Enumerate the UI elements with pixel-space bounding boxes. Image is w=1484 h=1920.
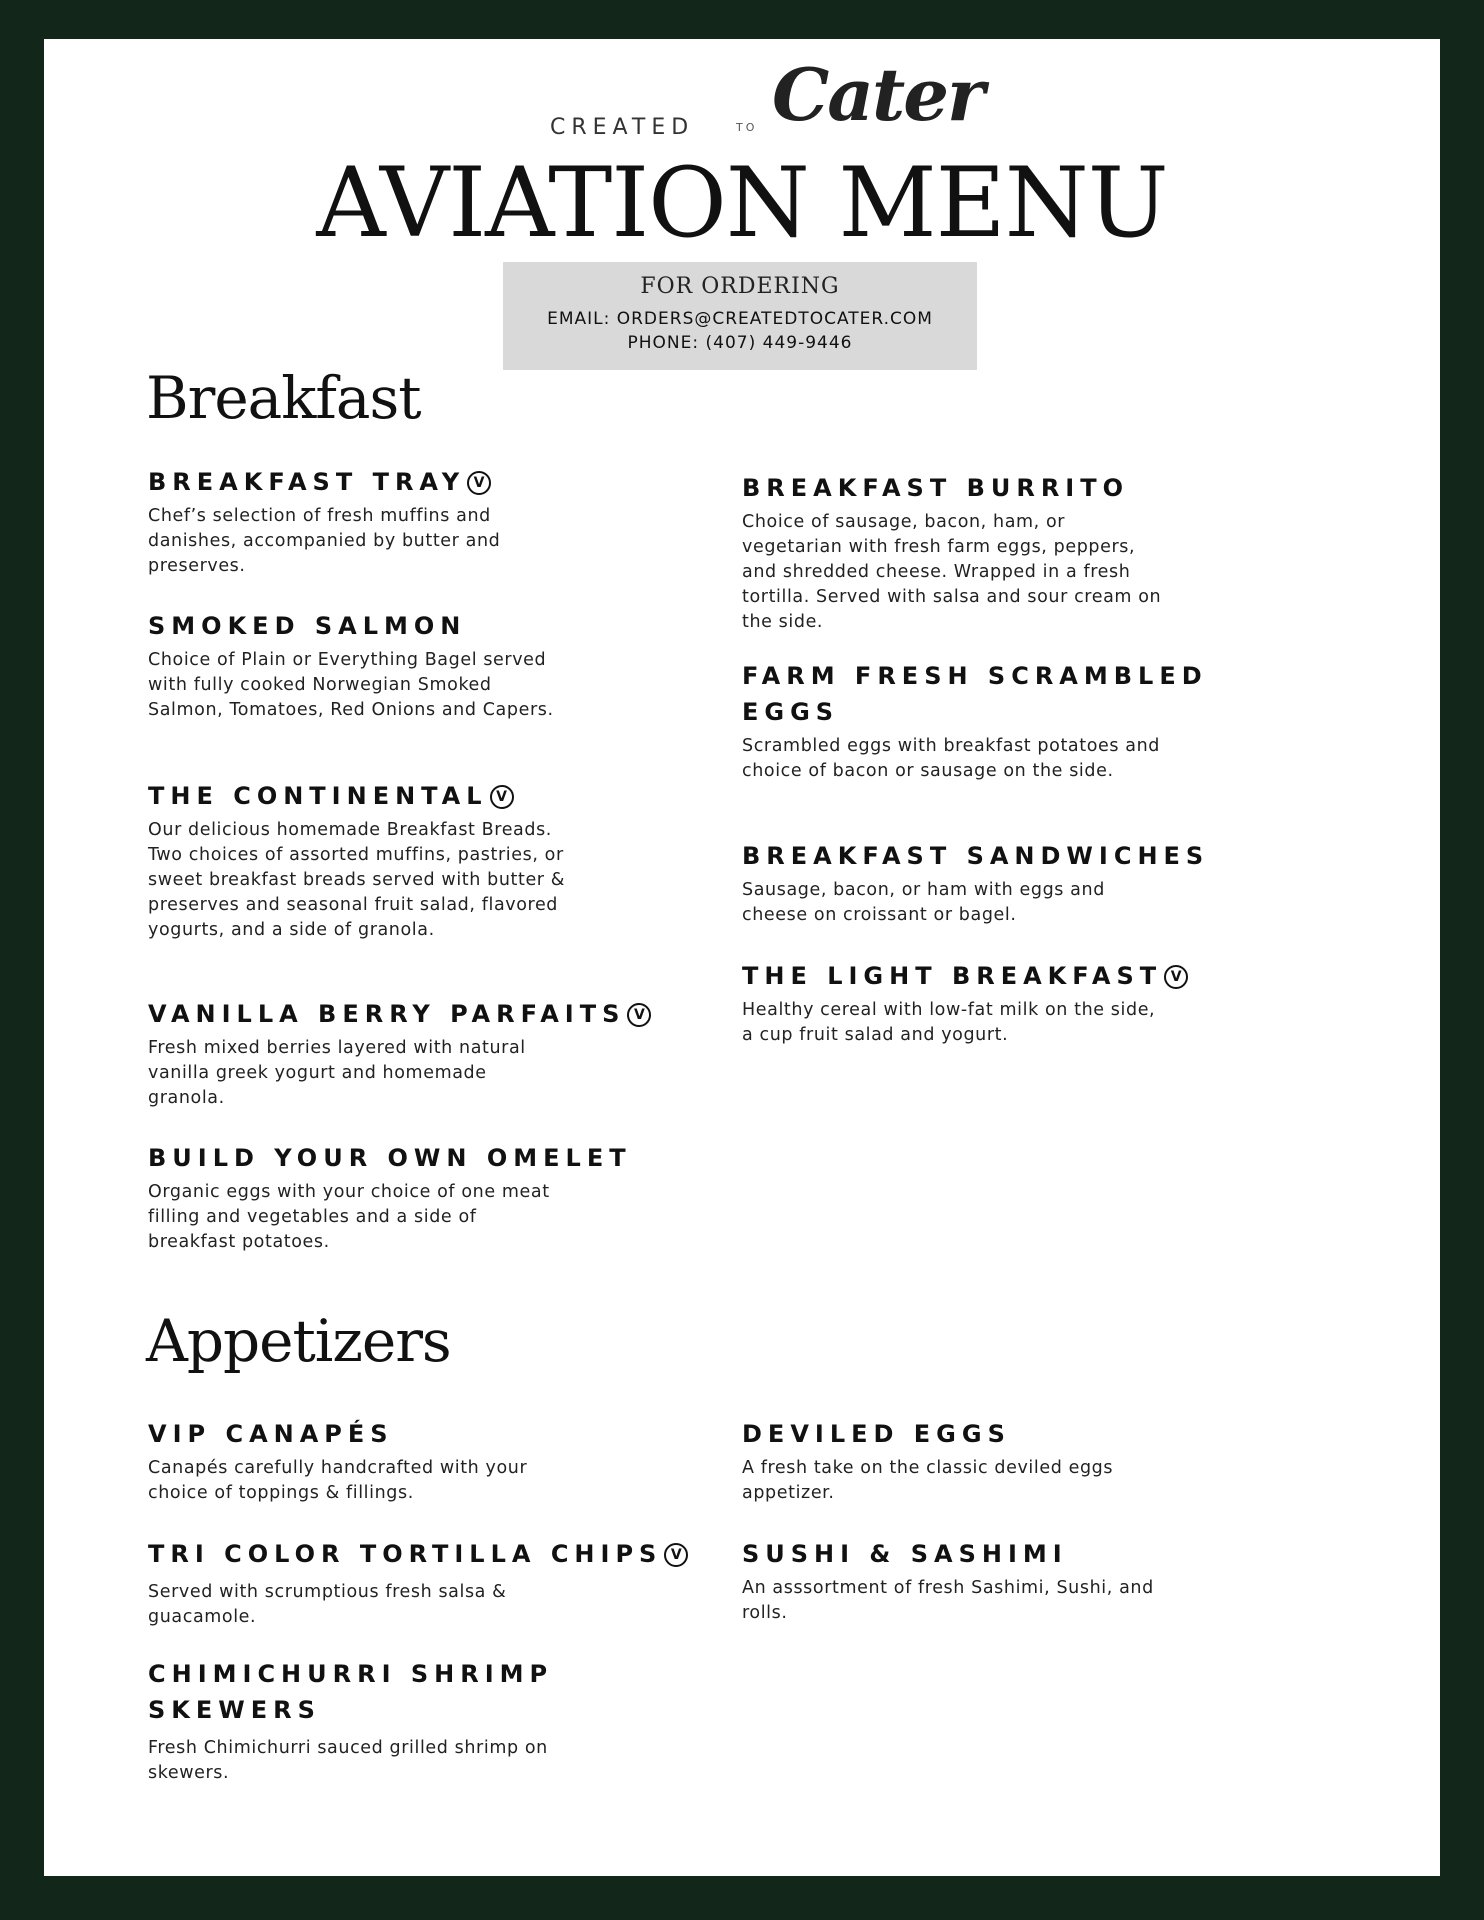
menu-item-description: Choice of Plain or Everything Bagel served with fully cooked Norwegian Smoked Salmon, Tomatoes, Red Onions and Capers. <box>148 650 554 720</box>
menu-item-title: VANILLA BERRY PARFAITS V <box>148 996 708 1032</box>
brand-logo <box>550 52 983 152</box>
menu-item-description: Sausage, bacon, or ham with eggs and cheese on croissant or bagel. <box>742 880 1105 925</box>
menu-item-description: Chef’s selection of fresh muffins and danishes, accompanied by butter and preserves. <box>148 506 501 576</box>
page-title: AVIATION MENU <box>316 147 1168 259</box>
menu-item-description: Canapés carefully handcrafted with your choice of toppings & fillings. <box>148 1458 528 1503</box>
menu-item-title: CHIMICHURRI SHRIMP SKEWERS <box>148 1660 554 1724</box>
vegetarian-icon: V <box>627 1003 651 1027</box>
vegetarian-icon: V <box>490 785 514 809</box>
menu-item-title: THE LIGHT BREAKFAST V <box>742 958 1302 994</box>
menu-item-title: SUSHI & SASHIMI <box>742 1540 1068 1568</box>
menu-item-description: Fresh mixed berries layered with natural vanilla greek yogurt and homemade granola. <box>148 1038 526 1108</box>
menu-item-title: BUILD YOUR OWN OMELET <box>148 1144 632 1172</box>
menu-item-description: Organic eggs with your choice of one meat filling and vegetables and a side of breakfast potatoes. <box>148 1182 550 1252</box>
logo-created-text: CREATED <box>550 115 695 140</box>
menu-item <box>742 958 1302 1048</box>
menu-item <box>148 1416 708 1506</box>
breakfast-section-title: Breakfast <box>146 364 421 432</box>
appetizers-section-title: Appetizers <box>146 1307 451 1375</box>
menu-item-description: Served with scrumptious fresh salsa & guacamole. <box>148 1582 507 1627</box>
menu-item-description: An asssortment of fresh Sashimi, Sushi, and rolls. <box>742 1578 1154 1623</box>
ordering-info-box <box>503 262 977 370</box>
menu-item-title: DEVILED EGGS <box>742 1420 1011 1448</box>
menu-item <box>148 608 708 723</box>
menu-item <box>148 1656 588 1786</box>
ordering-email: EMAIL: ORDERS@CREATEDTOCATER.COM <box>547 309 933 329</box>
logo-cater-text: Cater <box>772 52 983 137</box>
menu-item-description: Scrambled eggs with breakfast potatoes and choice of bacon or sausage on the side. <box>742 736 1160 781</box>
menu-item-title: VIP CANAPÉS <box>148 1420 394 1448</box>
menu-item <box>148 1536 728 1630</box>
menu-item <box>148 778 708 943</box>
menu-item-description: Choice of sausage, bacon, ham, or vegetarian with fresh farm eggs, peppers, and shredded cheese. Wrapped in a fresh tortilla. Served with salsa and sour cream on the side. <box>742 512 1162 632</box>
vegetarian-icon: V <box>1164 965 1188 989</box>
menu-item-description: Our delicious homemade Breakfast Breads. Two choices of assorted muffins, pastries, or sweet breakfast breads served with butter & preserves and seasonal fruit salad, flavored yogurts, and a side of granola. <box>148 820 566 940</box>
menu-item-description: A fresh take on the classic deviled eggs appetizer. <box>742 1458 1114 1503</box>
ordering-phone: PHONE: (407) 449-9446 <box>627 333 853 353</box>
menu-item-title: BREAKFAST BURRITO <box>742 474 1130 502</box>
logo-to-text: TO <box>736 121 758 134</box>
menu-item <box>742 658 1212 784</box>
menu-item-title: FARM FRESH SCRAMBLED EGGS <box>742 662 1208 726</box>
menu-item-title: BREAKFAST TRAY V <box>148 464 708 500</box>
menu-item-title: SMOKED SALMON <box>148 612 467 640</box>
vegetarian-icon: V <box>467 471 491 495</box>
menu-item-description: Fresh Chimichurri sauced grilled shrimp on skewers. <box>148 1738 548 1783</box>
menu-item <box>148 1140 708 1255</box>
ordering-heading: FOR ORDERING <box>640 274 840 299</box>
vegetarian-icon: V <box>664 1543 688 1567</box>
menu-item-description: Healthy cereal with low-fat milk on the side, a cup fruit salad and yogurt. <box>742 1000 1156 1045</box>
menu-item <box>148 464 708 579</box>
menu-item <box>742 1536 1302 1626</box>
menu-item <box>742 470 1302 635</box>
menu-item <box>742 838 1302 928</box>
menu-item <box>742 1416 1302 1506</box>
menu-item-title: THE CONTINENTAL V <box>148 778 708 814</box>
menu-item <box>148 996 708 1111</box>
menu-item-title: BREAKFAST SANDWICHES <box>742 842 1210 870</box>
menu-item-title: TRI COLOR TORTILLA CHIPS V <box>148 1536 728 1572</box>
